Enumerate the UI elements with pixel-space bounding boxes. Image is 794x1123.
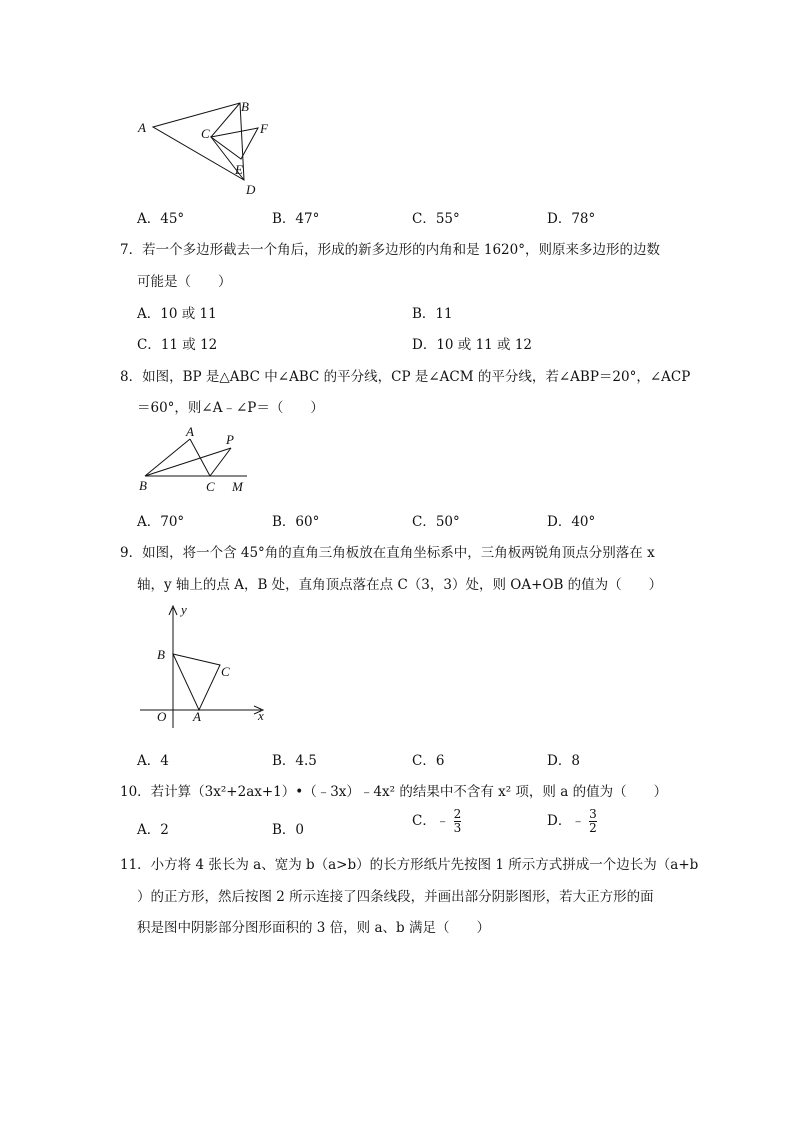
q10-option-c-fraction <box>454 808 462 835</box>
q8-label-p: P <box>226 432 234 447</box>
q10-option-d-fraction <box>589 808 597 835</box>
q8-option-a[interactable]: A．70° <box>137 514 185 530</box>
q10-option-d-denominator: 2 <box>589 821 597 835</box>
q10-option-a[interactable]: A．2 <box>137 822 169 838</box>
q7-option-d[interactable]: D．10 或 11 或 12 <box>412 337 533 353</box>
q8-label-b: B <box>139 478 147 493</box>
q9-option-a[interactable]: A．4 <box>137 753 169 769</box>
q11-text-line3: 积是图中阴影部分图形面积的 3 倍，则 a、b 满足（ ） <box>137 920 490 936</box>
q10-option-c-numerator: 2 <box>453 807 462 821</box>
q8-label-a: A <box>186 424 194 439</box>
q7-option-c[interactable]: C．11 或 12 <box>137 337 218 353</box>
q9-figure <box>135 602 275 730</box>
q8-text-line1: 8．如图，BP 是△ABC 中∠ABC 的平分线，CP 是∠ACM 的平分线，若∠ABP＝20°，∠ACP <box>120 369 691 385</box>
q6-label-b: B <box>241 99 249 114</box>
q9-label-b: B <box>157 647 165 662</box>
q7-option-a[interactable]: A．10 或 11 <box>137 306 217 322</box>
q6-diagram <box>130 95 280 200</box>
q10-option-c-denominator: 3 <box>453 821 462 835</box>
q6-label-c: C <box>201 126 210 141</box>
q11-text-line2: ）的正方形，然后按图 2 所示连接了四条线段，并画出部分阴影图形，若大正方形的面 <box>137 889 654 905</box>
q10-option-b[interactable]: B．0 <box>272 822 305 838</box>
q8-option-b[interactable]: B．60° <box>272 514 320 530</box>
q7-option-b[interactable]: B．11 <box>412 306 453 322</box>
q10-text: 10．若计算（3x²+2ax+1）•（﹣3x）﹣4x² 的结果中不含有 x² 项，则 a 的值为（ ） <box>120 784 668 800</box>
q6-label-f: F <box>260 121 268 136</box>
q10-option-d[interactable] <box>547 808 597 835</box>
q9-option-c[interactable]: C．6 <box>412 753 445 769</box>
q9-label-o: O <box>157 709 167 724</box>
q9-label-c: C <box>221 664 230 679</box>
q9-option-b[interactable]: B．4.5 <box>272 753 317 769</box>
q9-text-line1: 9．如图，将一个含 45°角的直角三角板放在直角坐标系中，三角板两锐角顶点分别落在 x <box>120 545 655 561</box>
q9-label-y: y <box>181 602 187 617</box>
q7-text-line1: 7．若一个多边形截去一个角后，形成的新多边形的内角和是 1620°，则原来多边形的边数 <box>120 242 660 258</box>
q9-label-x: x <box>258 708 264 723</box>
q6-option-c[interactable]: C．55° <box>412 211 460 227</box>
q7-text-line2: 可能是（ ） <box>137 274 232 290</box>
q6-figure <box>130 95 280 200</box>
q8-label-m: M <box>232 479 243 494</box>
q8-figure <box>135 424 255 496</box>
q6-option-a[interactable]: A．45° <box>137 211 185 227</box>
q9-coordinate-diagram <box>135 602 275 730</box>
q10-option-d-label: D．﹣ <box>547 813 585 829</box>
q9-option-d[interactable]: D．8 <box>547 753 580 769</box>
q6-option-d[interactable]: D．78° <box>547 211 596 227</box>
q6-label-d: D <box>246 182 256 197</box>
q8-option-c[interactable]: C．50° <box>412 514 460 530</box>
q10-option-c[interactable] <box>412 808 461 835</box>
q8-option-d[interactable]: D．40° <box>547 514 596 530</box>
q10-option-d-numerator: 3 <box>589 807 597 821</box>
q8-label-c: C <box>206 479 215 494</box>
q9-label-a: A <box>193 709 201 724</box>
q6-label-e: E <box>235 162 243 177</box>
q6-option-b[interactable]: B．47° <box>272 211 320 227</box>
q6-label-a: A <box>138 120 146 135</box>
q10-option-c-label: C．﹣ <box>412 813 450 829</box>
q9-text-line2: 轴，y 轴上的点 A，B 处，直角顶点落在点 C（3，3）处，则 OA+OB 的值为（ ） <box>137 577 663 593</box>
q11-text-line1: 11．小方将 4 张长为 a、宽为 b（a>b）的长方形纸片先按图 1 所示方式拼成一个边长为（a+b <box>120 857 699 873</box>
q8-text-line2: ＝60°，则∠A﹣∠P＝（ ） <box>137 400 324 416</box>
